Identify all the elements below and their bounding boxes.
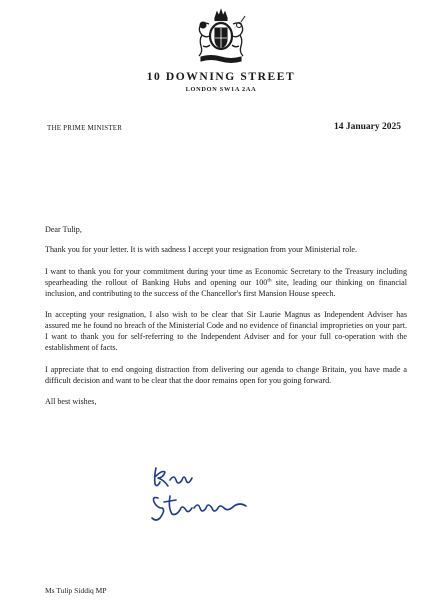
- paragraph-2-text: I want to thank you for your commitment during your time as Economic Secretary to the Treasury including spearheading the rollout of Banking Hubs and opening our 100th site, leading our thinking on financial inclusion, and contributing to the success of the Chancellor's first Mansion House speech.: [45, 266, 408, 298]
- recipient-name: Ms Tulip Siddiq MP: [45, 586, 107, 595]
- letter-body: [45, 224, 407, 418]
- sender-title: THE PRIME MINISTER: [47, 124, 123, 132]
- handwritten-signature-icon: [148, 462, 253, 524]
- letter-date: 14 January 2025: [333, 122, 401, 132]
- paragraph-3: In accepting your resignation, I also wish to be clear that Sir Laurie Magnus as Independent Adviser has assured me he found no breach of the Ministerial Code and no evidence of financial improprieties on your part. I want to thank you for self-referring to the Independent Adviser and for your full co-operation with the establishment of facts.: [45, 310, 407, 352]
- address-line-2: LONDON SW1A 2AA: [185, 86, 257, 93]
- paragraph-2: [45, 266, 407, 299]
- ordinal-suffix: th: [267, 276, 272, 283]
- paragraph-1: Thank you for your letter. It is with sadness I accept your resignation from your Ministerial role.: [45, 245, 357, 254]
- address-line-1: 10 DOWNING STREET: [146, 71, 296, 83]
- salutation: Dear Tulip,: [45, 225, 82, 234]
- closing: All best wishes,: [45, 397, 97, 406]
- royal-coat-of-arms-icon: [189, 8, 253, 66]
- paragraph-4: I appreciate that to end ongoing distraction from delivering our agenda to change Britain, you have made a difficult decision and want to be clear that the door remains open for you going forward.: [45, 364, 407, 385]
